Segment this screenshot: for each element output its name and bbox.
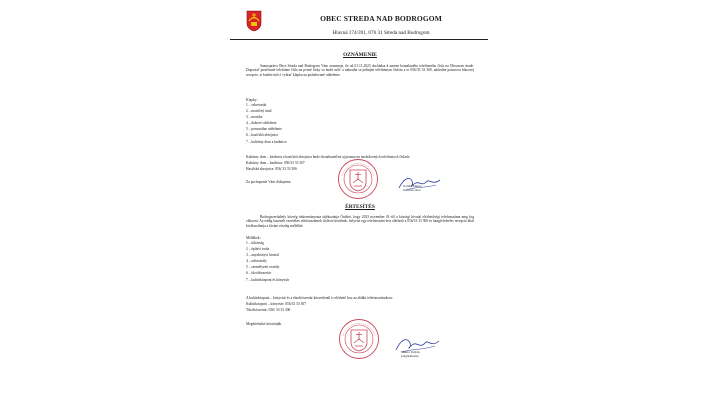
- list-item: 1 – titkárság: [246, 241, 264, 245]
- list-item: 7 – kultúrközpont és könyvtár: [246, 277, 290, 282]
- list-item: 1 – sekretariát: [246, 103, 267, 107]
- list-item: 4 – adóosztály: [246, 259, 267, 264]
- sk-paragraph: Samospráva Obce Streda nad Bodrogom Vám oznamuje, že od 01.11.2023 dochádza k zmene kontaktného telefónneho čísla na Obecnom úrade. Doposiaľ používané telefónne čísla na pevné linky sa budú rušiť a nahradia sa jediným telefónnym číslom a to 056/33 33 300, následne pomocou hlasovej recepcie, si budete môcť vybrať klapku na požadované oddelenie.: [246, 64, 474, 77]
- hu-paragraph: Bodrogszerdahely község önkormányzata tájékoztatja Önöket, hogy 2023 november 01-től a községi hivatal elérhetőségi telefonszáma meg fog változni. Az eddig használt vezetékes telefonszámok törlésre kerülnek, helyette egy telefonszám lesz elérhető a 056/33 33 300 és hangfelvételes recepció által kiválaszthatja a kívánt részleg mellékét.: [246, 215, 474, 228]
- header-divider: [230, 39, 488, 40]
- sk-section-title: OZNÁMENIE: [343, 52, 377, 58]
- hu-list-label: Mellékek:: [246, 236, 261, 240]
- municipal-crest-icon: [246, 10, 262, 32]
- sk-phone-culture-house: Kultúrny dom – knižnica: 056/33 33 307: [246, 161, 305, 165]
- sk-thanks: Za pochopenie Vám ďakujeme.: [246, 180, 292, 184]
- list-item: 3 – anyakönyvi hivatal: [246, 253, 279, 258]
- list-item: 6 – tűzoltószertár: [246, 271, 271, 276]
- list-item: 5 – személyzeti osztály: [246, 265, 280, 270]
- list-item: 5 – personálne oddelenie: [246, 127, 282, 132]
- hu-phone-fire-station: Tűzoltószertár: 056/ 33 33 306: [246, 308, 291, 312]
- list-item: 6 – hasičská zbrojnica: [246, 133, 278, 138]
- list-item: 4 – daňové oddelenie: [246, 121, 277, 126]
- hu-signer-role: polgármester: [401, 354, 419, 359]
- sk-direct-lines-note: Kultúrny dom – knižnica a hasičská zbrojnica bude dosiahnuteľná aj priamo na nasledovných telefónnych číslach:: [246, 155, 411, 159]
- sk-list-label: Klapky:: [246, 98, 258, 102]
- hu-signer-name: Mento Zoltán: [401, 350, 420, 354]
- hu-direct-lines-note: A kultúrközpont – könyvtár és a tűzoltószertár közvetlenül is elérhető lesz az alábbi telefonszámokon:: [246, 296, 393, 300]
- hu-extension-list: [246, 240, 289, 283]
- list-item: 7 – kultúrny dom a knižnica: [246, 139, 287, 144]
- municipality-name: OBEC STREDA NAD BODROGOM: [320, 14, 442, 23]
- sk-signature-block: [403, 184, 422, 192]
- document-page: [216, 0, 504, 420]
- list-item: 3 – matrika: [246, 115, 263, 120]
- list-item: 2 – építési iroda: [246, 247, 270, 252]
- municipality-address: Hlavná 174/391, 076 31 Streda nad Bodrogom: [332, 30, 430, 36]
- hu-section-title: ÉRTESÍTÉS: [345, 204, 375, 210]
- sk-signer-name: Zoltán Mento: [403, 184, 422, 188]
- sk-phone-fire-station: Hasičská zbrojnica: 056/ 33 33 306: [246, 167, 297, 171]
- list-item: 2 – matričný úrad: [246, 109, 272, 114]
- hu-thanks: Megértésüket köszönjük.: [246, 322, 283, 326]
- official-stamp: [338, 318, 380, 360]
- sk-extension-list: [246, 102, 286, 145]
- hu-phone-culture-center: Kultúrközpont – könyvtár: 056/33 33 307: [246, 302, 306, 306]
- official-stamp: [337, 158, 379, 200]
- sk-signer-role: starosta obce: [403, 188, 421, 193]
- hu-signature-block: [401, 350, 420, 358]
